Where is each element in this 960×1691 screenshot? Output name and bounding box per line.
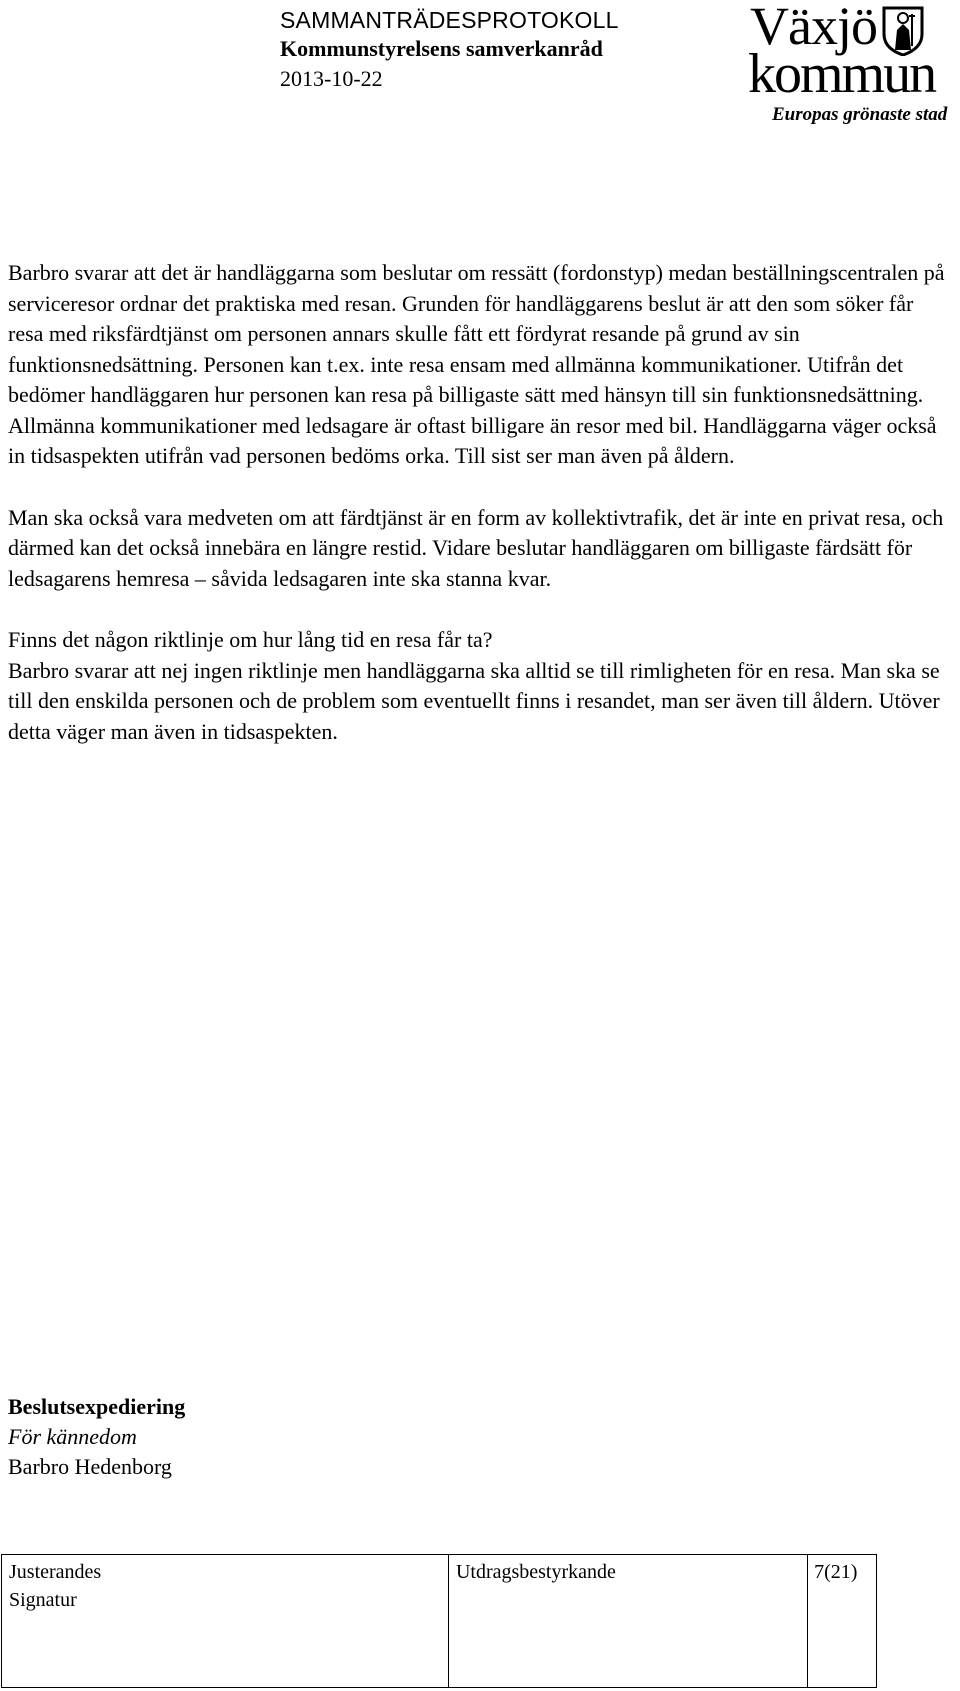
- utdragsbestyrkande-label: Utdragsbestyrkande: [455, 1561, 616, 1583]
- justerandes-label: Justerandes: [9, 1561, 102, 1583]
- page-number-cell: [808, 1555, 876, 1687]
- logo-text-line1: Växjö: [750, 0, 877, 56]
- paragraph: Man ska också vara medveten om att färdtjänst är en form av kollektivtrafik, det är inte en privat resa, och därmed kan det också innebära en längre restid. Vidare beslutar handläggaren om billigaste färdsätt för ledsagarens hemresa – såvida ledsagaren inte ska stanna kvar.: [8, 504, 944, 591]
- dispatch-subtitle: För kännedom: [8, 1424, 137, 1449]
- signatur-label: Signatur: [9, 1589, 77, 1611]
- committee-name: Kommunstyrelsens samverkanråd: [280, 36, 603, 61]
- paragraph: Finns det någon riktlinje om hur lång tid en resa får ta? Barbro svarar att nej ingen riktlinje men handläggarna ska alltid se till rimligheten för en resa. Man ska se till den enskilda personen och de problem som eventuellt finns i resandet, man ser även till åldern. Utöver detta väger man även in tidsaspekten.: [8, 627, 940, 744]
- paragraph: Barbro svarar att det är handläggarna som beslutar om ressätt (fordonstyp) medan beställningscentralen på serviceresor ordnar det praktiska med resan. Grunden för handläggarens beslut är att den som söker får resa med riksfärdtjänst om personen annars skulle fått ett fördyrat resande på grund av sin funktionsnedsättning. Personen kan t.ex. inte resa ensam med allmänna kommunikationer. Utifrån det bedömer handläggaren hur personen kan resa på billigaste sätt med hänsyn till sin funktionsnedsättning. Allmänna kommunikationer med ledsagare är oftast billigare än resor med bil. Handläggarna väger också in tidsaspekten utifrån vad personen bedöms orka. Till sist ser man även på åldern.: [8, 260, 945, 468]
- signature-table: [1, 1554, 877, 1688]
- decision-dispatch: [8, 1392, 185, 1482]
- protocol-body: [8, 258, 948, 778]
- logo-slogan: Europas grönaste stad: [772, 104, 948, 125]
- meeting-date: 2013-10-22: [280, 66, 383, 91]
- document-type: SAMMANTRÄDESPROTOKOLL: [280, 7, 619, 33]
- justerandes-cell: [2, 1555, 449, 1687]
- vaxjo-kommun-logo: [748, 0, 960, 130]
- page-number: 7(21): [814, 1561, 858, 1583]
- dispatch-recipient: Barbro Hedenborg: [8, 1454, 172, 1479]
- dispatch-title: Beslutsexpediering: [8, 1394, 186, 1419]
- logo-text-line2: kommun: [748, 43, 936, 105]
- document-header: [280, 6, 619, 95]
- utdragsbestyrkande-cell: [449, 1555, 808, 1687]
